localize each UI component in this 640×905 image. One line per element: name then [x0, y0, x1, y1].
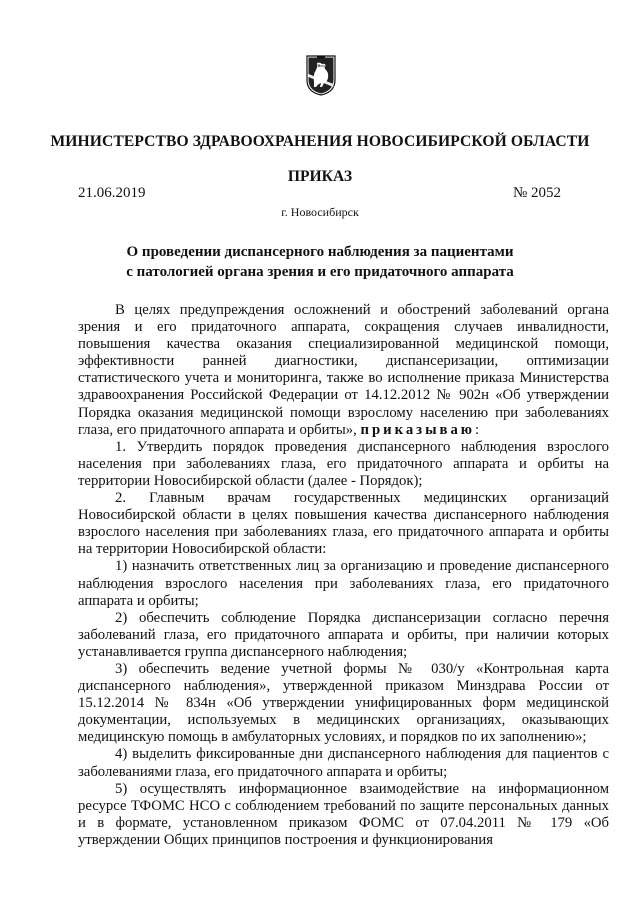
decree-colon: : [475, 421, 480, 438]
item-2: 2. Главным врачам государственных медицинских организаций Новосибирской области в целях повышения качества диспансерного наблюдения взрослого населения при заболеваниях глаза, его придаточного аппарата и орбиты на территории Новосибирской области: [78, 490, 609, 558]
order-body [78, 302, 609, 849]
subitem-4: 4) выделить фиксированные дни диспансерного наблюдения для пациентов с заболеваниями глаза, его придаточного аппарата и орбиты; [78, 746, 609, 780]
subitem-3: 3) обеспечить ведение учетной формы № 030/у «Контрольная карта диспансерного наблюдения», утвержденной приказом Минздрава России от 15.12.2014 № 834н «Об утверждении унифицированных форм медицинской документации, используемых в медицинских организациях, оказывающих медицинскую помощь в амбулаторных условиях, и порядков по их заполнению»; [78, 660, 609, 746]
document-type: ПРИКАЗ [287, 168, 353, 185]
decree-word: приказываю [360, 421, 476, 438]
preamble-text: В целях предупреждения осложнений и обострений заболеваний органа зрения и его придаточного аппарата, сокращения случаев инвалидности, повышения качества оказания специализированной медицинской помощи, эффективности ранней диагностики, диспансеризации, оптимизации статистического учета и мониторинга, также во исполнение приказа Министерства здравоохранения Российской Федерации от 14.12.2012 № 902н «Об утверждении Порядка оказания медицинской помощи взрослому населению при заболеваниях глаза, его придаточного аппарата и орбиты», [78, 302, 609, 438]
order-date: 21.06.2019 [78, 185, 146, 201]
subject-line-1: О проведении диспансерного наблюдения за пациентами [126, 244, 514, 260]
subject-line-2: с патологией органа зрения и его придаточного аппарата [126, 264, 514, 280]
subitem-5: 5) осуществлять информационное взаимодействие на информационном ресурсе ТФОМС НСО с соблюдением требований по защите персональных данных и в формате, установленном приказом ФОМС от 07.04.2011 № 179 «Об утверждении Общих принципов построения и функционирования [78, 780, 609, 848]
subitem-1: 1) назначить ответственных лиц за организацию и проведение диспансерного наблюдения взрослого населения при заболеваниях глаза, его придаточного аппарата и орбиты; [78, 558, 609, 609]
item-1: 1. Утвердить порядок проведения диспансерного наблюдения взрослого населения при заболеваниях глаза, его придаточного аппарата и орбиты на территории Новосибирской области (далее - Порядок); [78, 438, 609, 489]
order-number: № 2052 [512, 185, 561, 201]
subitem-2: 2) обеспечить соблюдение Порядка диспансеризации согласно перечня заболеваний глаза, его придаточного аппарата и орбиты, при наличии которых устанавливается группа диспансерного наблюдения; [78, 609, 609, 660]
preamble-paragraph [78, 302, 609, 439]
novosibirsk-coat-of-arms-icon [304, 54, 338, 96]
ministry-title: МИНИСТЕРСТВО ЗДРАВООХРАНЕНИЯ НОВОСИБИРСКОЙ ОБЛАСТИ [50, 133, 590, 150]
order-subject [0, 242, 640, 282]
order-city: г. Новосибирск [281, 205, 359, 219]
